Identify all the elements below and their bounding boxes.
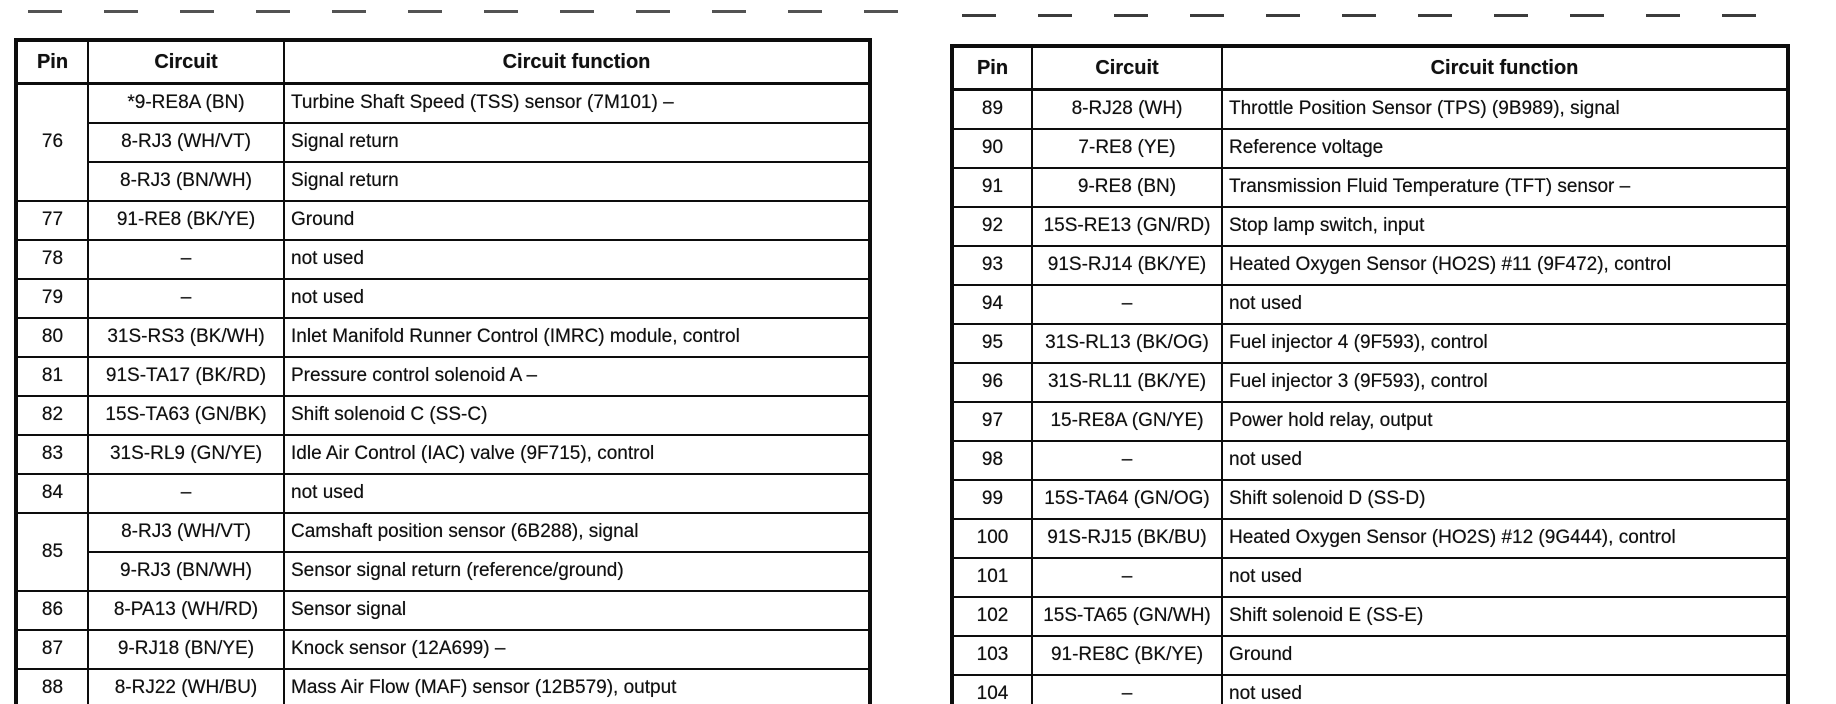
circuit-function-cell: Shift solenoid D (SS-D)	[1222, 480, 1788, 519]
table-row	[16, 396, 870, 435]
circuit-function-cell: Throttle Position Sensor (TPS) (9B989), signal	[1222, 90, 1788, 130]
circuit-function-cell: Heated Oxygen Sensor (HO2S) #11 (9F472), control	[1222, 246, 1788, 285]
circuit-function-cell: Heated Oxygen Sensor (HO2S) #12 (9G444), control	[1222, 519, 1788, 558]
pin-cell: 91	[952, 168, 1032, 207]
circuit-function-cell: Signal return	[284, 123, 870, 162]
circuit-function-cell: Transmission Fluid Temperature (TFT) sensor –	[1222, 168, 1788, 207]
circuit-function-cell: not used	[1222, 675, 1788, 704]
table-row	[952, 402, 1788, 441]
pin-cell: 93	[952, 246, 1032, 285]
circuit-cell: –	[88, 240, 284, 279]
circuit-cell: –	[1032, 675, 1222, 704]
table-row	[952, 636, 1788, 675]
pin-cell: 99	[952, 480, 1032, 519]
circuit-cell: 91-RE8C (BK/YE)	[1032, 636, 1222, 675]
table-row	[952, 597, 1788, 636]
scan-artifact-line	[28, 10, 908, 13]
circuit-column-header: Circuit	[1032, 46, 1222, 90]
table-row	[16, 474, 870, 513]
circuit-cell: 15S-RE13 (GN/RD)	[1032, 207, 1222, 246]
circuit-cell: 8-RJ22 (WH/BU)	[88, 669, 284, 704]
circuit-function-cell: not used	[284, 474, 870, 513]
header-row	[16, 40, 870, 84]
circuit-cell: 31S-RL13 (BK/OG)	[1032, 324, 1222, 363]
circuit-function-cell: not used	[284, 240, 870, 279]
circuit-function-cell: not used	[1222, 558, 1788, 597]
circuit-function-cell: Power hold relay, output	[1222, 402, 1788, 441]
circuit-cell: –	[88, 474, 284, 513]
table-row	[16, 318, 870, 357]
pin-cell: 101	[952, 558, 1032, 597]
pin-cell: 77	[16, 201, 88, 240]
pin-cell: 84	[16, 474, 88, 513]
table-row	[16, 240, 870, 279]
circuit-cell: 9-RE8 (BN)	[1032, 168, 1222, 207]
table-row	[952, 363, 1788, 402]
circuit-cell: 91S-RJ14 (BK/YE)	[1032, 246, 1222, 285]
circuit-function-cell: not used	[284, 279, 870, 318]
pin-cell: 81	[16, 357, 88, 396]
pin-cell: 103	[952, 636, 1032, 675]
circuit-function-cell: Fuel injector 3 (9F593), control	[1222, 363, 1788, 402]
circuit-column-header: Circuit	[88, 40, 284, 84]
circuit-cell: –	[88, 279, 284, 318]
pin-cell: 85	[16, 513, 88, 591]
circuit-cell: –	[1032, 441, 1222, 480]
table-row	[16, 84, 870, 124]
circuit-function-cell: Shift solenoid E (SS-E)	[1222, 597, 1788, 636]
circuit-cell: 15S-TA63 (GN/BK)	[88, 396, 284, 435]
circuit-cell: 9-RJ3 (BN/WH)	[88, 552, 284, 591]
circuit-function-cell: Ground	[284, 201, 870, 240]
circuit-cell: 91S-RJ15 (BK/BU)	[1032, 519, 1222, 558]
circuit-cell: 9-RJ18 (BN/YE)	[88, 630, 284, 669]
table-row	[952, 558, 1788, 597]
circuit-function-cell: Knock sensor (12A699) –	[284, 630, 870, 669]
circuit-function-cell: Stop lamp switch, input	[1222, 207, 1788, 246]
pin-cell: 92	[952, 207, 1032, 246]
pin-cell: 80	[16, 318, 88, 357]
circuit-cell: 7-RE8 (YE)	[1032, 129, 1222, 168]
table-row	[952, 441, 1788, 480]
scan-artifact-line	[962, 14, 1792, 17]
pin-cell: 86	[16, 591, 88, 630]
pin-cell: 79	[16, 279, 88, 318]
table-row	[16, 435, 870, 474]
circuit-cell: 15S-TA65 (GN/WH)	[1032, 597, 1222, 636]
table-row	[952, 207, 1788, 246]
pinout-table-pins-89-104	[950, 44, 1790, 704]
circuit-function-cell: Inlet Manifold Runner Control (IMRC) module, control	[284, 318, 870, 357]
pin-cell: 78	[16, 240, 88, 279]
circuit-cell: 31S-RL9 (GN/YE)	[88, 435, 284, 474]
table-row	[952, 129, 1788, 168]
header-row	[952, 46, 1788, 90]
pin-cell: 97	[952, 402, 1032, 441]
pin-cell: 95	[952, 324, 1032, 363]
circuit-function-column-header: Circuit function	[1222, 46, 1788, 90]
pin-cell: 96	[952, 363, 1032, 402]
pinout-table-pins-76-88	[14, 38, 872, 704]
table-row	[16, 591, 870, 630]
circuit-cell: 15S-TA64 (GN/OG)	[1032, 480, 1222, 519]
table-row	[16, 279, 870, 318]
circuit-cell: –	[1032, 285, 1222, 324]
table-row	[16, 201, 870, 240]
pin-cell: 98	[952, 441, 1032, 480]
circuit-function-cell: Shift solenoid C (SS-C)	[284, 396, 870, 435]
table-row	[16, 669, 870, 704]
table-row	[952, 480, 1788, 519]
pin-column-header: Pin	[16, 40, 88, 84]
table-row	[952, 675, 1788, 704]
circuit-function-cell: Reference voltage	[1222, 129, 1788, 168]
circuit-function-cell: Mass Air Flow (MAF) sensor (12B579), output	[284, 669, 870, 704]
circuit-function-cell: Pressure control solenoid A –	[284, 357, 870, 396]
table-row	[952, 90, 1788, 130]
circuit-cell: 8-PA13 (WH/RD)	[88, 591, 284, 630]
circuit-function-cell: Sensor signal return (reference/ground)	[284, 552, 870, 591]
table-row	[952, 168, 1788, 207]
pin-column-header: Pin	[952, 46, 1032, 90]
circuit-function-cell: Sensor signal	[284, 591, 870, 630]
circuit-function-cell: Ground	[1222, 636, 1788, 675]
pin-cell: 82	[16, 396, 88, 435]
circuit-function-cell: Camshaft position sensor (6B288), signal	[284, 513, 870, 552]
table-row	[16, 357, 870, 396]
circuit-function-cell: Idle Air Control (IAC) valve (9F715), control	[284, 435, 870, 474]
circuit-function-cell: Signal return	[284, 162, 870, 201]
circuit-cell: 15-RE8A (GN/YE)	[1032, 402, 1222, 441]
circuit-function-column-header: Circuit function	[284, 40, 870, 84]
pin-cell: 102	[952, 597, 1032, 636]
circuit-cell: *9-RE8A (BN)	[88, 84, 284, 124]
circuit-cell: 8-RJ3 (WH/VT)	[88, 513, 284, 552]
table-row	[16, 513, 870, 552]
circuit-function-cell: Turbine Shaft Speed (TSS) sensor (7M101) –	[284, 84, 870, 124]
pin-cell: 104	[952, 675, 1032, 704]
table-row	[952, 324, 1788, 363]
circuit-cell: 31S-RL11 (BK/YE)	[1032, 363, 1222, 402]
circuit-cell: 31S-RS3 (BK/WH)	[88, 318, 284, 357]
table-row	[16, 630, 870, 669]
circuit-cell: –	[1032, 558, 1222, 597]
circuit-cell: 8-RJ3 (BN/WH)	[88, 162, 284, 201]
table-row	[16, 162, 870, 201]
pin-cell: 88	[16, 669, 88, 704]
circuit-function-cell: not used	[1222, 285, 1788, 324]
circuit-function-cell: not used	[1222, 441, 1788, 480]
circuit-cell: 91-RE8 (BK/YE)	[88, 201, 284, 240]
table-row	[952, 285, 1788, 324]
circuit-cell: 8-RJ28 (WH)	[1032, 90, 1222, 130]
pin-cell: 83	[16, 435, 88, 474]
pin-cell: 100	[952, 519, 1032, 558]
circuit-cell: 8-RJ3 (WH/VT)	[88, 123, 284, 162]
table-row	[16, 123, 870, 162]
circuit-function-cell: Fuel injector 4 (9F593), control	[1222, 324, 1788, 363]
pin-cell: 89	[952, 90, 1032, 130]
pin-cell: 76	[16, 84, 88, 202]
table-row	[952, 519, 1788, 558]
pin-cell: 87	[16, 630, 88, 669]
pin-cell: 94	[952, 285, 1032, 324]
table-row	[16, 552, 870, 591]
table-row	[952, 246, 1788, 285]
circuit-cell: 91S-TA17 (BK/RD)	[88, 357, 284, 396]
pin-cell: 90	[952, 129, 1032, 168]
